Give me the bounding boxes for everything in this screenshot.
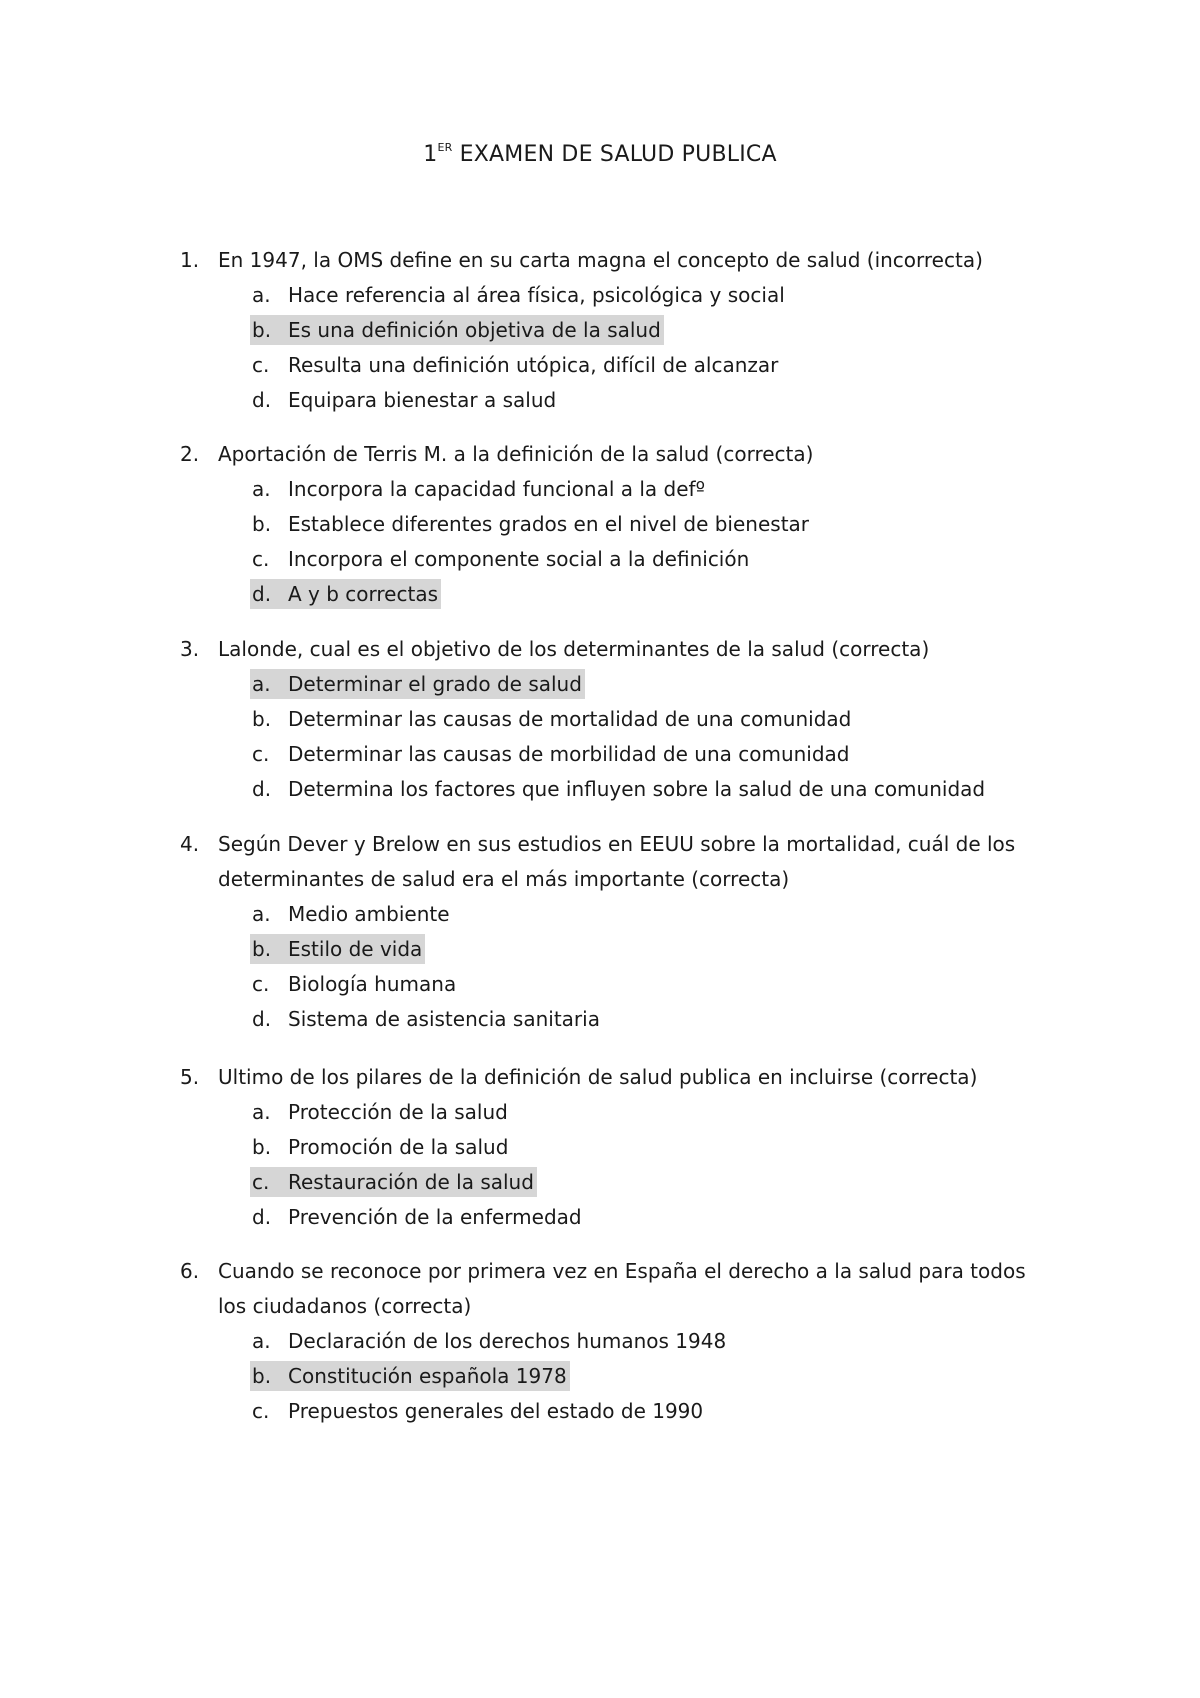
- highlighted-answer: [250, 1167, 537, 1197]
- option-letter: b.: [252, 1364, 272, 1388]
- highlighted-answer: [250, 1361, 570, 1391]
- question-text: Aportación de Terris M. a la definición de la salud (correcta): [218, 442, 814, 466]
- option-letter: b.: [252, 318, 272, 342]
- question-item: [180, 243, 1060, 418]
- question-item: [180, 632, 1060, 807]
- option-text: Constitución española 1978: [288, 1364, 567, 1388]
- option-text: Determinar el grado de salud: [288, 672, 582, 696]
- option-letter: a.: [252, 672, 271, 696]
- answer-body: [250, 509, 812, 539]
- option-letter: b.: [252, 512, 272, 536]
- answer-option: [250, 383, 1060, 418]
- question-number: 2.: [180, 442, 200, 466]
- answer-option: [250, 1359, 1060, 1394]
- question-stem: [180, 827, 1060, 897]
- option-text: Establece diferentes grados en el nivel de bienestar: [288, 512, 810, 536]
- answer-option: [250, 507, 1060, 542]
- answer-option: [250, 702, 1060, 737]
- question-number: 5.: [180, 1065, 200, 1089]
- answer-body: [250, 969, 459, 999]
- option-letter: a.: [252, 902, 271, 926]
- answer-body: [250, 704, 854, 734]
- option-letter: c.: [252, 1170, 270, 1194]
- question-text: Según Dever y Brelow en sus estudios en EEUU sobre la mortalidad, cuál de los determinantes de salud era el más importante (correcta): [218, 832, 1016, 891]
- option-text: Biología humana: [288, 972, 457, 996]
- option-letter: d.: [252, 582, 272, 606]
- page-title: [0, 142, 1200, 167]
- option-letter: c.: [252, 547, 270, 571]
- highlighted-answer: [250, 315, 664, 345]
- question-number: 4.: [180, 832, 200, 856]
- option-letter: c.: [252, 1399, 270, 1423]
- answer-body: [250, 1326, 729, 1356]
- question-stem: [180, 1254, 1060, 1324]
- question-number: 1.: [180, 248, 200, 272]
- answer-body: [250, 774, 988, 804]
- option-text: Medio ambiente: [288, 902, 450, 926]
- answer-option: [250, 348, 1060, 383]
- option-text: Estilo de vida: [288, 937, 423, 961]
- question-stem: [180, 1060, 1060, 1095]
- option-text: Restauración de la salud: [288, 1170, 534, 1194]
- question-stem: [180, 437, 1060, 472]
- answer-body: [250, 544, 752, 574]
- option-text: Declaración de los derechos humanos 1948: [288, 1329, 727, 1353]
- answer-option: [250, 1394, 1060, 1429]
- question-number: 6.: [180, 1259, 200, 1283]
- answer-option: [250, 1130, 1060, 1165]
- answer-body: [250, 385, 559, 415]
- answer-option: [250, 1002, 1060, 1037]
- option-text: Hace referencia al área física, psicológica y social: [288, 283, 785, 307]
- question-stem: [180, 243, 1060, 278]
- option-letter: a.: [252, 1100, 271, 1124]
- answer-option: [250, 577, 1060, 612]
- answer-option: [250, 897, 1060, 932]
- answer-body: [250, 1396, 706, 1426]
- option-text: Incorpora la capacidad funcional a la defº: [288, 477, 706, 501]
- option-text: Incorpora el componente social a la definición: [288, 547, 750, 571]
- option-letter: a.: [252, 477, 271, 501]
- option-text: Prevención de la enfermedad: [288, 1205, 582, 1229]
- option-text: Equipara bienestar a salud: [288, 388, 557, 412]
- highlighted-answer: [250, 934, 425, 964]
- option-letter: a.: [252, 283, 271, 307]
- answer-body: [250, 350, 781, 380]
- option-letter: c.: [252, 742, 270, 766]
- answer-option: [250, 472, 1060, 507]
- option-text: Determinar las causas de mortalidad de una comunidad: [288, 707, 852, 731]
- answer-option: [250, 932, 1060, 967]
- answer-body: [250, 739, 853, 769]
- option-letter: b.: [252, 707, 272, 731]
- answer-option: [250, 278, 1060, 313]
- question-item: [180, 437, 1060, 612]
- title-superscript: ER: [437, 140, 453, 154]
- answer-option: [250, 313, 1060, 348]
- option-letter: d.: [252, 388, 272, 412]
- answer-body: [250, 899, 453, 929]
- answer-body: [250, 1202, 585, 1232]
- option-text: Prepuestos generales del estado de 1990: [288, 1399, 704, 1423]
- highlighted-answer: [250, 579, 441, 609]
- option-text: Resulta una definición utópica, difícil de alcanzar: [288, 353, 779, 377]
- question-item: [180, 827, 1060, 1037]
- answer-body: [250, 1097, 511, 1127]
- question-item: [180, 1060, 1060, 1235]
- option-text: Determina los factores que influyen sobre la salud de una comunidad: [288, 777, 986, 801]
- option-letter: c.: [252, 972, 270, 996]
- question-text: Cuando se reconoce por primera vez en España el derecho a la salud para todos los ciudadanos (correcta): [218, 1259, 1026, 1318]
- option-letter: d.: [252, 1007, 272, 1031]
- answer-option: [250, 1324, 1060, 1359]
- question-text: En 1947, la OMS define en su carta magna el concepto de salud (incorrecta): [218, 248, 983, 272]
- answer-option: [250, 1165, 1060, 1200]
- highlighted-answer: [250, 669, 585, 699]
- option-text: Promoción de la salud: [288, 1135, 509, 1159]
- option-text: Sistema de asistencia sanitaria: [288, 1007, 600, 1031]
- answer-option: [250, 967, 1060, 1002]
- question-stem: [180, 632, 1060, 667]
- answer-body: [250, 1132, 511, 1162]
- answer-body: [250, 280, 788, 310]
- option-letter: a.: [252, 1329, 271, 1353]
- option-text: A y b correctas: [288, 582, 438, 606]
- answer-body: [250, 1004, 603, 1034]
- question-number: 3.: [180, 637, 200, 661]
- question-text: Lalonde, cual es el objetivo de los determinantes de la salud (correcta): [218, 637, 930, 661]
- answer-option: [250, 737, 1060, 772]
- answer-option: [250, 667, 1060, 702]
- question-item: [180, 1254, 1060, 1429]
- title-prefix: 1: [423, 142, 438, 167]
- answer-body: [250, 474, 708, 504]
- answer-option: [250, 1200, 1060, 1235]
- option-letter: b.: [252, 937, 272, 961]
- question-text: Ultimo de los pilares de la definición de salud publica en incluirse (correcta): [218, 1065, 978, 1089]
- option-letter: c.: [252, 353, 270, 377]
- option-text: Es una definición objetiva de la salud: [288, 318, 661, 342]
- answer-option: [250, 772, 1060, 807]
- option-letter: b.: [252, 1135, 272, 1159]
- answer-option: [250, 1095, 1060, 1130]
- title-rest: EXAMEN DE SALUD PUBLICA: [452, 142, 777, 167]
- option-letter: d.: [252, 1205, 272, 1229]
- option-text: Determinar las causas de morbilidad de una comunidad: [288, 742, 850, 766]
- option-letter: d.: [252, 777, 272, 801]
- option-text: Protección de la salud: [288, 1100, 508, 1124]
- answer-option: [250, 542, 1060, 577]
